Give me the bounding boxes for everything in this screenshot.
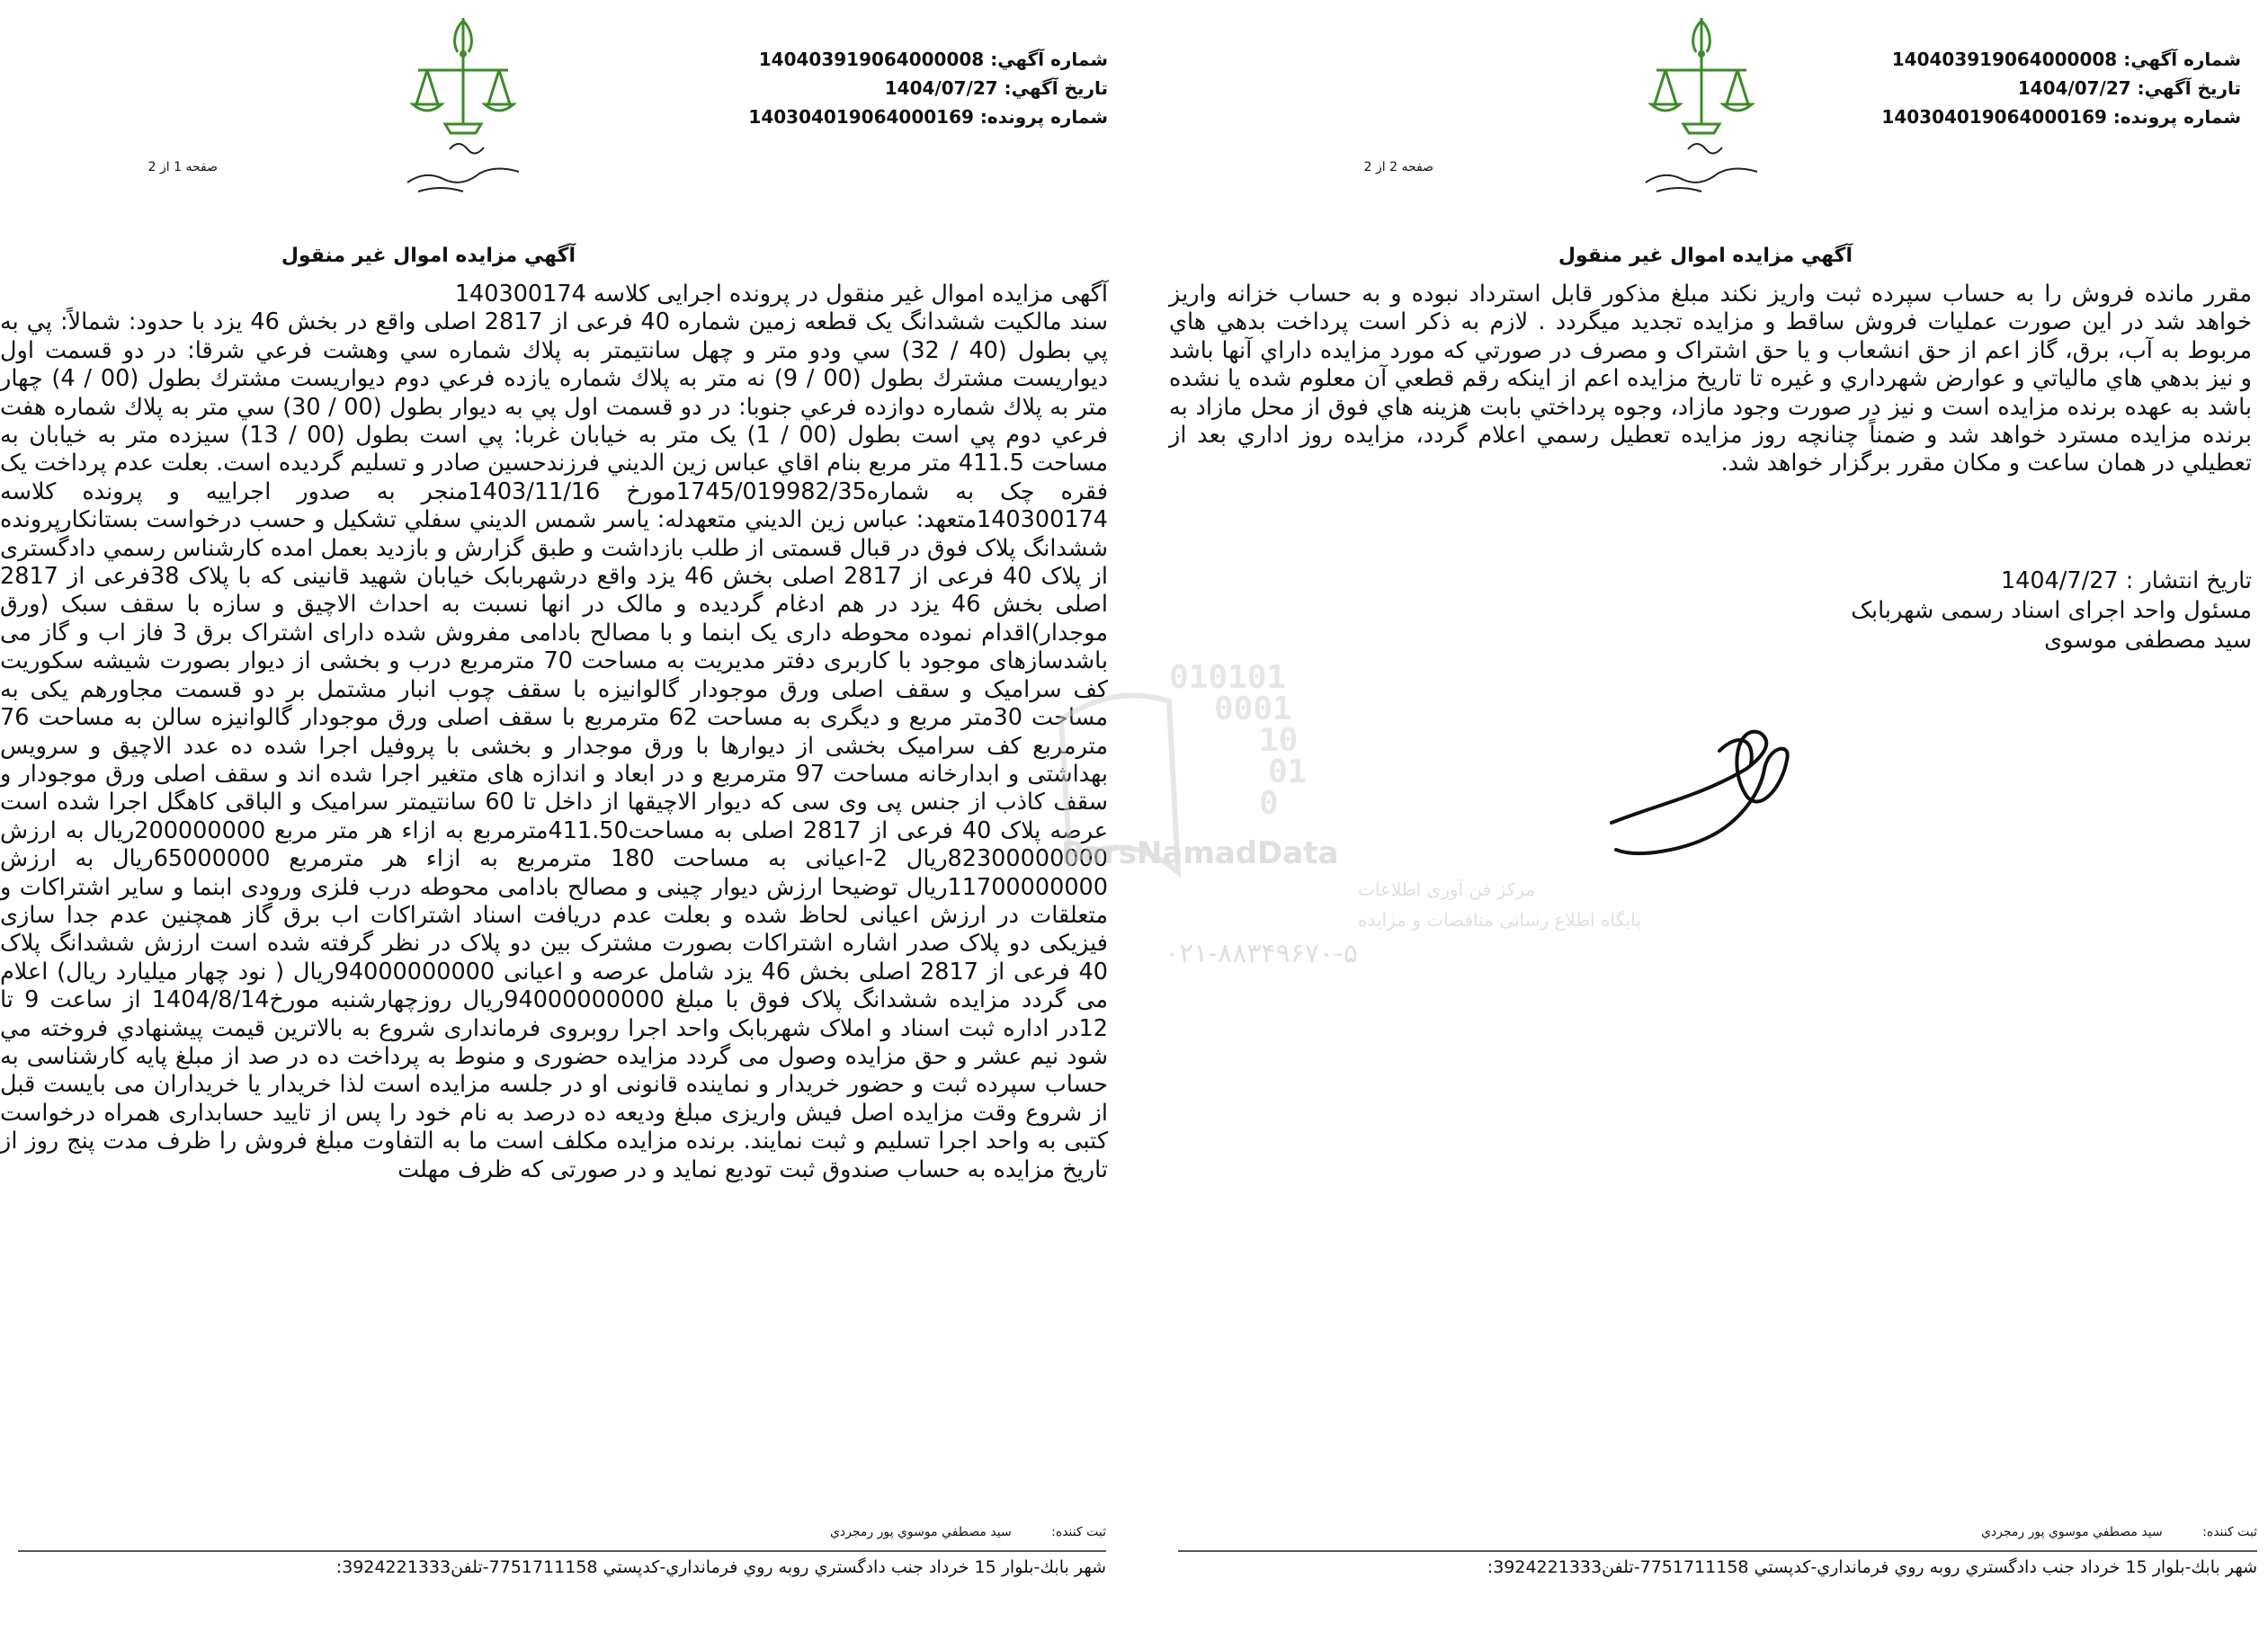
- recorder-line: [1981, 1525, 2257, 1539]
- recorder-name: سيد مصطفي موسوي پور رمجردي: [829, 1525, 1012, 1539]
- case-number-label: شماره پرونده:: [979, 106, 1108, 128]
- svg-text:01: 01: [1268, 754, 1308, 790]
- body-heading-line: آگهی مزایده اموال غیر منقول در پرونده اجرایی کلاسه 140300174: [454, 281, 1108, 308]
- case-number-row: [748, 103, 1108, 131]
- footer-address: شهر بابك-بلوار 15 خرداد جنب دادگستري روبه روي فرمانداري-كدپستي 7751711158-تلفن3924221333:: [335, 1557, 1106, 1577]
- page-one: [0, 0, 1124, 1641]
- signer-name: سید مصطفی موسوی: [2044, 627, 2252, 654]
- notice-number: 140403919064000008: [758, 49, 985, 70]
- notice-date-label: تاريخ آگهي:: [2137, 77, 2241, 99]
- notice-number: 140403919064000008: [1891, 49, 2118, 70]
- publication-date-label: تاريخ انتشار :: [2125, 567, 2252, 594]
- footer-divider: [1178, 1550, 2257, 1552]
- recorder-label: ثبت کننده:: [1051, 1525, 1106, 1539]
- signer-title: مسئول واحد اجرای اسناد رسمی شهربابک: [1851, 597, 2252, 624]
- notice-meta: [748, 45, 1108, 131]
- case-number: 140304019064000169: [1881, 106, 2107, 128]
- page-number: صفحه 1 از 2: [147, 160, 218, 174]
- page-number: صفحه 2 از 2: [1363, 160, 1433, 174]
- svg-text:10: 10: [1259, 722, 1299, 759]
- recorder-label: ثبت کننده:: [2202, 1525, 2257, 1539]
- notice-body: [0, 281, 1108, 1184]
- notice-date-row: [1881, 74, 2241, 103]
- watermark-brand: ParsNamadData: [1061, 835, 1339, 871]
- notice-date: 1404/07/27: [884, 77, 998, 99]
- svg-text:0001: 0001: [1214, 691, 1292, 727]
- notice-number-label: شماره آگهي:: [2123, 49, 2241, 70]
- judiciary-emblem-icon: [1638, 7, 1764, 201]
- publication-date: 1404/7/27: [2000, 567, 2119, 594]
- watermark-phone: ۰۲۱-۸۸۳۴۹۶۷۰-۵: [1164, 938, 1358, 969]
- signature-block: [1851, 566, 2252, 656]
- svg-text:0: 0: [1259, 785, 1279, 822]
- notice-meta: [1881, 45, 2241, 131]
- notice-date: 1404/07/27: [2017, 77, 2131, 99]
- case-number: 140304019064000169: [748, 106, 974, 128]
- recorder-line: [830, 1525, 1106, 1539]
- case-number-row: [1881, 103, 2241, 131]
- page-two: [1169, 0, 2268, 1641]
- notice-title: آگهي مزايده اموال غير منقول: [1558, 245, 1853, 267]
- svg-text:010101: 010101: [1169, 659, 1287, 696]
- notice-title: آگهي مزايده اموال غير منقول: [281, 245, 576, 267]
- notice-body-continued: [1169, 281, 2252, 478]
- handwritten-signature: [1603, 715, 1800, 877]
- watermark-caption: مرکز فن آوری اطلاعات: [1358, 878, 1535, 900]
- judiciary-emblem-icon: [400, 7, 526, 201]
- publication-date-row: [1851, 566, 2252, 596]
- notice-number-label: شماره آگهي:: [990, 49, 1108, 70]
- body-paragraph: مقرر مانده فروش را به حساب سپرده ثبت واريز نکند مبلغ مذکور قابل استرداد نبوده و به حساب خزانه واريز خواهد شد در اين صورت عمليات فروش ساقط و مزايده تجديد ميگردد . لازم به ذکر است پرداخت بدهي هاي مربوط به آب، برق، گاز اعم از حق انشعاب و يا حق اشتراک و مصرف در صورتي که مورد مزايده داراي آنها باشد و نيز بدهي هاي مالياتي و عوارض شهرداري و غيره تا تاريخ مزايده اعم از اينکه رقم قطعي آن معلوم شده يا نشده باشد به عهده برنده مزايده است و نيز در صورت وجود مازاد، وجوه پرداختي بابت هزينه هاي فوق از محل مازاد به برنده مزايده مسترد خواهد شد و ضمناً چنانچه روز مزايده تعطيل رسمي اعلام گردد، مزايده روز اداري بعد از تعطيلي در همان ساعت و مکان مقرر برگزار خواهد شد.: [1169, 281, 2252, 477]
- footer-divider: [18, 1550, 1106, 1552]
- case-number-label: شماره پرونده:: [2112, 106, 2241, 128]
- notice-date-label: تاريخ آگهي:: [1004, 77, 1108, 99]
- body-paragraph: سند مالکیت ششدانگ یک قطعه زمین شماره 40 فرعی از 2817 اصلی واقع در بخش 46 یزد با حدود: شمالاً: پي به پي بطول (40 / 32) سي ودو متر و چهل سانتيمتر به پلاك شماره سي وهشت فرعي شرقا: در دو قسمت اول ديواريست مشترك بطول (00 / 9) نه متر به پلاك شماره يازده فرعي دوم ديواريست مشترك بطول (00 / 4) چهار متر به پلاك شماره دوازده فرعي جنوبا: در دو قسمت اول پي به ديوار بطول (00 / 30) سي متر به پلاك شماره هفت فرعي دوم پي است بطول (00 / 1) يک متر به خيابان غربا: پي است بطول (00 / 13) سيزده متر به خيابان به مساحت 411.5 متر مربع بنام اقاي عباس زين الديني فرزندحسين صادر و تسليم گرديده است. بعلت عدم پرداخت يک فقره چک به شماره1745/019982/35مورخ 1403/11/16منجر به صدور اجراييه و پرونده کلاسه 140300174متعهد: عباس زين الديني متعهدله: ياسر شمس الديني سفلي تشکيل و حسب درخواست بستانکارپرونده ششدانگ پلاک فوق در قبال قسمتی از طلب بازداشت و طبق گزارش و بازديد بعمل امده کارشناس رسمي دادگستری از پلاک 40 فرعی از 2817 اصلی بخش 46 یزد واقع درشهربابک خیابان شهید قانینی که با پلاک 38فرعی از 2817 اصلی بخش 46 یزد در هم ادغام گردیده و مالک در انها نسبت به احداث الاچیق و سازه با سقف سبک (ورق موجدار)اقدام نموده محوطه داری یک ابنما و با مصالح بادامی مفروش شده دارای اشتراک برق 3 فاز اب و گاز می باشدسازهای موجود با کاربری دفتر مدیریت به مساحت 70 مترمربع درب و بخشی از دیوار بصورت شیشه سکوریت کف سرامیک و سقف اصلی ورق موجودار گالوانیزه با سقف چوب انبار مشتمل بر دو قسمت مجاورهم یکی به مساحت 30متر مربع و دیگری به مساحت 62 مترمربع با سقف اصلی ورق موجودار گالوانیزه سالن به مساحت 76 مترمربع کف سرامیک بخشی از دیوارها با ورق موجدار و بخشی با پروفیل اجرا شده ده عدد الاچیق و سرویس بهداشتی و ابدارخانه مساحت 97 مترمربع و در ابعاد و اندازه های متغیر اجرا شده اند و سقف اصلی ورق موجودار و سقف کاذب از جنس پی وی سی که دیوار الاچیقها از داخل تا 60 سانتیمتر سرامیک و الباقی کاهگل اجرا شده است عرصه پلاک 40 فرعی از 2817 اصلی به مساحت411.50مترمربع به ازاء هر متر مربع 200000000ریال به ارزش 82300000000ریال 2-اعیانی به مساحت 180 مترمربع به ازاء هر مترمربع 65000000ریال به ارزش 11700000000ریال توضیحا ارزش دیوار چینی و مصالح بادامی محوطه درب فلزی ورودی ابنما و سایر اشتراکات و متعلقات در ارزش اعیانی لحاظ شده و بعلت عدم دریافت اسناد اشتراکات اب برق گاز همچنین عدم جدا سازی فیزیکی دو پلاک صدر اشاره اشتراکات بصورت مشترک بین دو پلاک در نظر گرفته شده است ارزش ششدانگ پلاک 40 فرعی از 2817 اصلی بخش 46 یزد شامل عرصه و اعیانی 94000000000ریال ( نود چهار میلیارد ریال) اعلام می گردد مزایده ششدانگ پلاک فوق با مبلغ 94000000000ریال روزچهارشنبه مورخ1404/8/14 از ساعت 9 تا 12در اداره ثبت اسناد و املاک شهربابک واحد اجرا روبروی فرمانداری شروع به بالاترین قیمت پیشنهادي فروخته مي شود نیم عشر و حق مزایده وصول می گردد مزایده حضوری و منوط به پرداخت ده در صد از مبلغ پایه کارشناسی به حساب سپرده ثبت و حضور خریدار و نماینده قانونی او در جلسه مزایده است لذا خریدار یا خریداران می بایست قبل از شروع وقت مزایده اصل فیش واریزی مبلغ ودیعه ده درصد به نام خود را پس از تایید حسابداری همراه درخواست کتبی به واحد اجرا تسلیم و ثبت نمایند. برنده مزایده مکلف است ما به التفاوت مبلغ فروش را ظرف مدت پنج روز از تاریخ مزایده به حساب صندوق ثبت توديع نمايد و در صورتی که ظرف مهلت: [0, 308, 1109, 1183]
- recorder-name: سيد مصطفي موسوي پور رمجردي: [1980, 1525, 2163, 1539]
- footer-address: شهر بابك-بلوار 15 خرداد جنب دادگستري روبه روي فرمانداري-كدپستي 7751711158-تلفن3924221333:: [1487, 1557, 2257, 1577]
- notice-date-row: [748, 74, 1108, 103]
- notice-number-row: [1881, 45, 2241, 74]
- watermark-caption-2: پایگاه اطلاع رسانی مناقصات و مزایده: [1358, 909, 1641, 931]
- notice-number-row: [748, 45, 1108, 74]
